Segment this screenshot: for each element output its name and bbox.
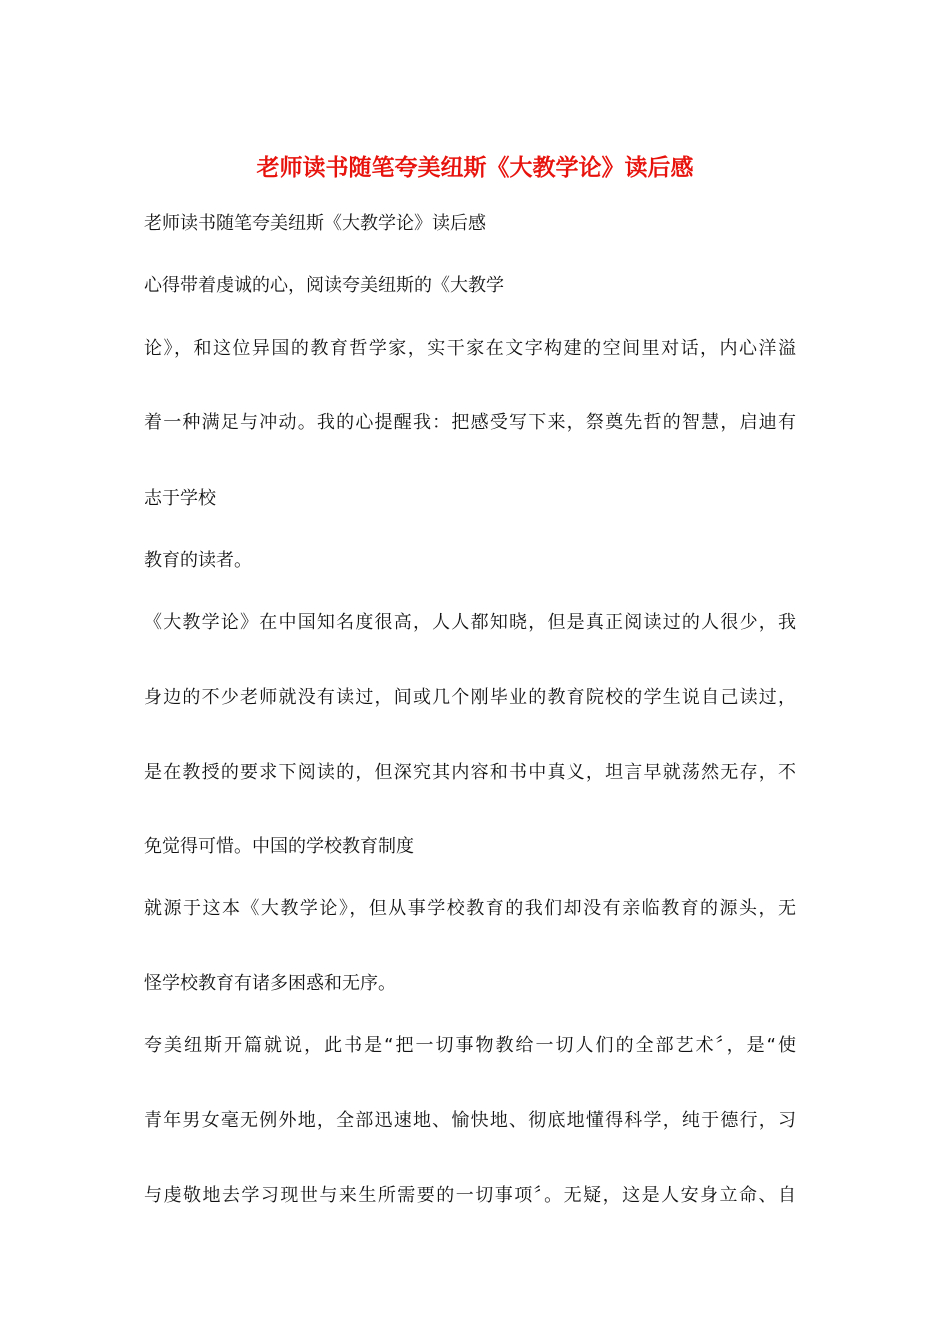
document-title: 老师读书随笔夸美纽斯《大教学论》读后感 (256, 155, 694, 181)
body-line-3: 论》，和这位异国的教育哲学家，实干家在文字构建的空间里对话，内心洋溢 (144, 338, 796, 359)
body-line-1: 老师读书随笔夸美纽斯《大教学论》读后感 (144, 213, 486, 234)
body-line-15: 与虔敬地去学习现世与来生所需要的一切事项〞。无疑，这是人安身立命、自 (144, 1185, 796, 1206)
body-line-12: 怪学校教育有诸多困惑和无序。 (144, 973, 396, 994)
body-line-7: 《大教学论》在中国知名度很高，人人都知晓，但是真正阅读过的人很少，我 (144, 612, 796, 633)
body-line-4: 着一种满足与冲动。我的心提醒我：把感受写下来，祭奠先哲的智慧，启迪有 (144, 412, 796, 433)
body-line-13: 夸美纽斯开篇就说，此书是“把一切事物教给一切人们的全部艺术〞，是“使 (144, 1035, 796, 1056)
body-line-11: 就源于这本《大教学论》，但从事学校教育的我们却没有亲临教育的源头，无 (144, 898, 796, 919)
body-line-14: 青年男女毫无例外地，全部迅速地、愉快地、彻底地懂得科学，纯于德行，习 (144, 1110, 796, 1131)
body-line-8: 身边的不少老师就没有读过，间或几个刚毕业的教育院校的学生说自己读过， (144, 687, 796, 708)
body-line-10: 免觉得可惜。中国的学校教育制度 (144, 836, 414, 857)
body-line-9: 是在教授的要求下阅读的，但深究其内容和书中真义，坦言早就荡然无存，不 (144, 762, 796, 783)
body-line-6: 教育的读者。 (144, 550, 252, 571)
body-line-5: 志于学校 (144, 488, 216, 509)
body-line-2: 心得带着虔诚的心，阅读夸美纽斯的《大教学 (144, 275, 504, 296)
